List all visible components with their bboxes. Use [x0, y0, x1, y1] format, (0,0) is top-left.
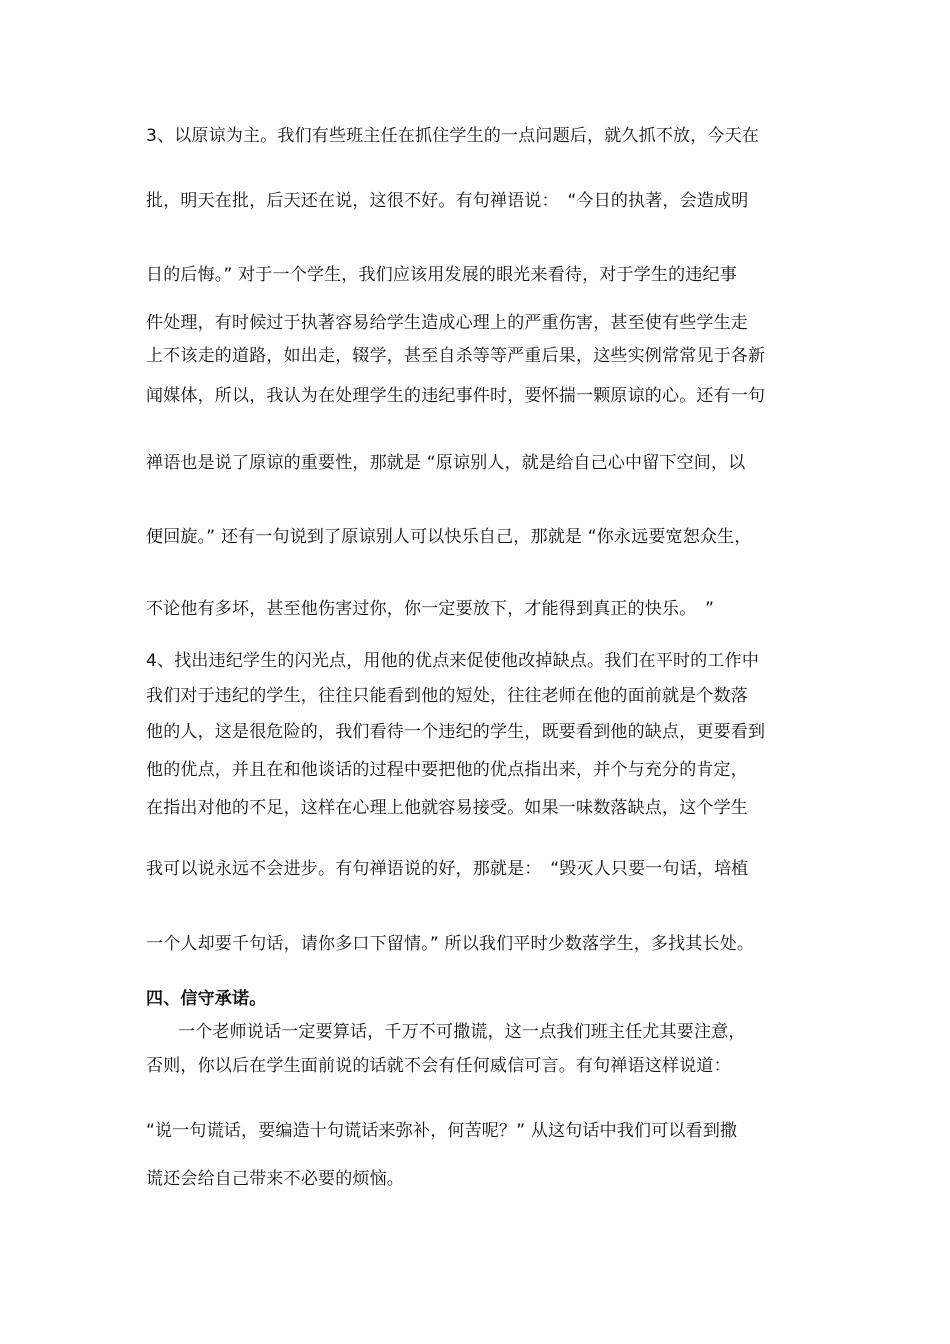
- paragraph-line: 谎还会给自己带来不必要的烦恼。: [146, 1169, 404, 1189]
- paragraph-line: 一个人却要千句话，请你多口下留情。” 所以我们平时少数落学生，多找其长处。: [146, 934, 755, 954]
- paragraph-line: 日的后悔。” 对于一个学生，我们应该用发展的眼光来看待，对于学生的违纪事: [146, 265, 737, 285]
- paragraph-line: 闻媒体，所以，我认为在处理学生的违纪事件时，要怀揣一颗原谅的心。还有一句: [146, 386, 766, 406]
- paragraph-line: 在指出对他的不足，这样在心理上他就容易接受。如果一味数落缺点，这个学生: [146, 798, 748, 818]
- paragraph-line: 他的人，这是很危险的，我们看待一个违纪的学生，既要看到他的缺点，更要看到: [146, 722, 766, 742]
- paragraph-line: 上不该走的道路，如出走，辍学，甚至自杀等等严重后果，这些实例常常见于各新: [146, 346, 766, 366]
- section-heading: 四、信守承诺。: [146, 989, 267, 1009]
- paragraph-line: 不论他有多坏，甚至他伤害过你，你一定要放下，才能得到真正的快乐。 ”: [146, 599, 715, 619]
- paragraph-line: 一个老师说话一定要算话，千万不可撒谎，这一点我们班主任尤其要注意，: [178, 1022, 746, 1042]
- paragraph-line: 件处理，有时候过于执著容易给学生造成心理上的严重伤害，甚至使有些学生走: [146, 313, 748, 333]
- paragraph-line: 我们对于违纪的学生，往往只能看到他的短处，往往老师在他的面前就是个数落: [146, 686, 748, 706]
- paragraph-line: 否则，你以后在学生面前说的话就不会有任何威信可言。有句禅语这样说道：: [146, 1056, 731, 1076]
- paragraph-line: “说一句谎话，要编造十句谎话来弥补，何苦呢？” 从这句话中我们可以看到撒: [146, 1121, 738, 1141]
- paragraph-line: 4、找出违纪学生的闪光点，用他的优点来促使他改掉缺点。我们在平时的工作中: [146, 651, 760, 671]
- paragraph-line: 禅语也是说了原谅的重要性，那就是 “原谅别人，就是给自己心中留下空间，以: [146, 453, 746, 473]
- paragraph-line: 3、以原谅为主。我们有些班主任在抓住学生的一点问题后，就久抓不放，今天在: [146, 126, 760, 146]
- paragraph-line: 他的优点，并且在和他谈话的过程中要把他的优点指出来，并个与充分的肯定，: [146, 760, 748, 780]
- paragraph-line: 便回旋。” 还有一句说到了原谅别人可以快乐自己，那就是 “你永远要宽恕众生，: [146, 527, 752, 547]
- paragraph-line: 批，明天在批，后天还在说，这很不好。有句禅语说： “今日的执著，会造成明: [146, 191, 749, 211]
- paragraph-line: 我可以说永远不会进步。有句禅语说的好，那就是： “毁灭人只要一句话，培植: [146, 859, 749, 879]
